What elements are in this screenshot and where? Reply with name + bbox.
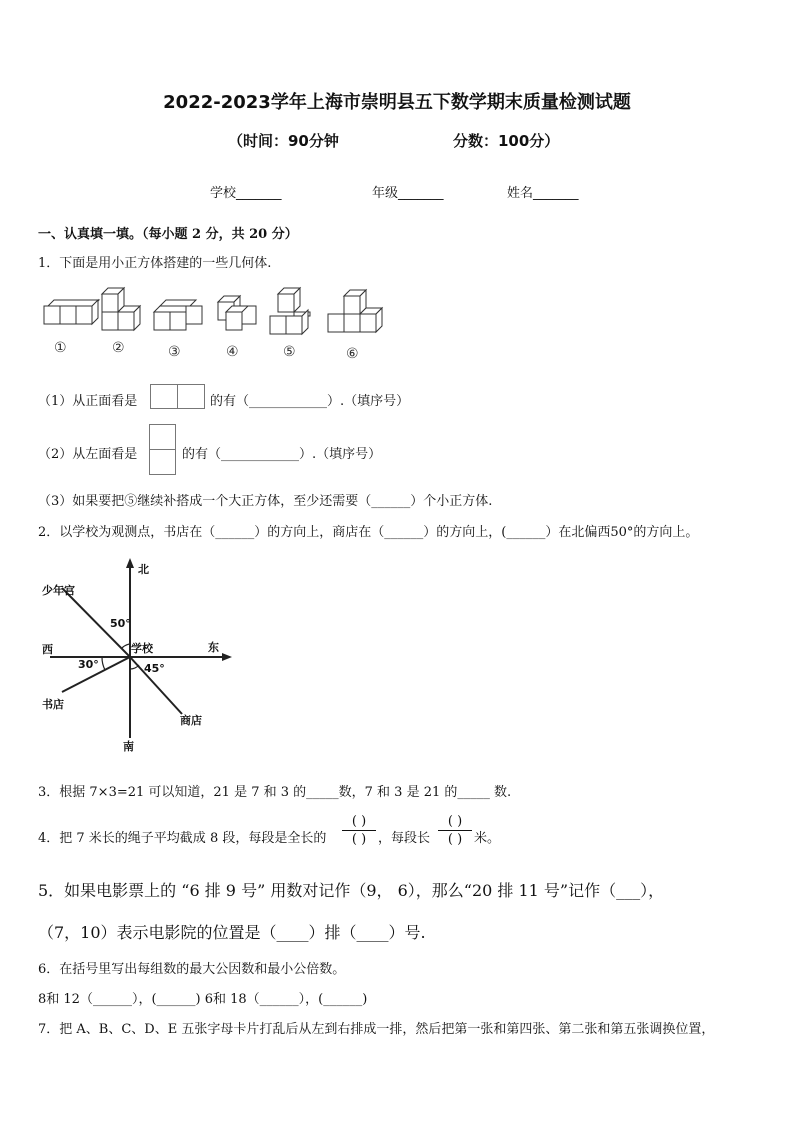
north-label: 北 xyxy=(138,563,149,576)
school-field: 学校_______ xyxy=(210,186,282,201)
east-arrow xyxy=(222,653,232,661)
q6-stem: 6．在括号里写出每组数的最大公因数和最小公倍数。 xyxy=(38,962,346,977)
q1-part2-tail: 的有（____________）.（填序号） xyxy=(182,447,382,462)
q1-stem: 1．下面是用小正方体搭建的一些几何体. xyxy=(38,256,272,271)
figure-label: ④ xyxy=(226,344,239,360)
q4-tail: 米。 xyxy=(474,831,501,846)
figure-4 xyxy=(218,296,256,330)
q1-part1-lead: （1）从正面看是 xyxy=(38,394,138,409)
q1-part2-lead: （2）从左面看是 xyxy=(38,447,138,462)
cube-figures xyxy=(38,286,398,366)
q7: 7．把 A、B、C、D、E 五张字母卡片打乱后从左到右排成一排，然后把第一张和第四张、第二张和第五张调换位置， xyxy=(38,1022,715,1037)
school-label: 学校 xyxy=(131,642,153,655)
q3: 3．根据 7×3=21 可以知道，21 是 7 和 3 的_____数，7 和 3 是 21 的_____ 数. xyxy=(38,785,512,800)
figure-label: ⑥ xyxy=(346,346,359,362)
south-label: 南 xyxy=(123,740,134,753)
denominator-blank: ( ) xyxy=(447,832,463,847)
name-field: 姓名_______ xyxy=(507,186,579,201)
q4-lead: 4．把 7 米长的绳子平均截成 8 段，每段是全长的 xyxy=(38,831,327,846)
q4-middle: ，每段长 xyxy=(378,831,431,846)
q2-stem: 2．以学校为观测点，书店在（______）的方向上，商店在（______）的方向上，(______）在北偏西50°的方向上。 xyxy=(38,525,699,540)
west-label: 西 xyxy=(42,643,53,656)
figure-3 xyxy=(154,300,202,330)
figure-label: ② xyxy=(112,340,125,356)
figure-label: ① xyxy=(54,340,67,356)
angle-50-label: 50° xyxy=(110,617,131,630)
figure-5 xyxy=(270,288,310,334)
figure-1 xyxy=(44,300,99,324)
page-title: 2022-2023学年上海市崇明县五下数学期末质量检测试题 xyxy=(163,92,631,113)
youth-palace-label: 少年宫 xyxy=(42,584,75,597)
q5-line2: （7，10）表示电影院的位置是（____）排（____）号. xyxy=(38,923,426,942)
numerator-blank: ( ) xyxy=(447,814,463,829)
left-view-shape xyxy=(149,424,177,476)
q6-line: 8和 12（______），(______) 6和 18（______），(______) xyxy=(38,992,368,1007)
front-view-shape xyxy=(150,384,206,410)
angle-30-label: 30° xyxy=(78,658,99,671)
figure-6 xyxy=(328,290,382,332)
angle-45-label: 45° xyxy=(144,662,165,675)
fraction-blank-1 xyxy=(342,814,376,847)
fraction-blank-2 xyxy=(438,814,472,847)
figure-2 xyxy=(102,288,140,330)
shop-label: 商店 xyxy=(180,714,202,727)
east-label: 东 xyxy=(208,641,219,654)
q1-part3: （3）如果要把⑤继续补搭成一个大正方体，至少还需要（______）个小正方体. xyxy=(38,494,493,509)
exam-score: 分数：100分） xyxy=(453,132,560,150)
denominator-blank: ( ) xyxy=(351,832,367,847)
exam-time: （时间：90分钟 xyxy=(228,132,339,150)
north-arrow xyxy=(126,558,134,568)
q1-part1-tail: 的有（____________）.（填序号） xyxy=(210,394,410,409)
figure-label: ③ xyxy=(168,344,181,360)
grade-field: 年级_______ xyxy=(372,186,444,201)
figure-label: ⑤ xyxy=(283,344,296,360)
q5-line1: 5．如果电影票上的 “6 排 9 号” 用数对记作（9， 6），那么“20 排 11 号”记作（___）， xyxy=(38,881,665,900)
section-heading: 一、认真填一填。（每小题 2 分，共 20 分） xyxy=(38,227,298,242)
numerator-blank: ( ) xyxy=(351,814,367,829)
bookstore-label: 书店 xyxy=(42,698,64,711)
